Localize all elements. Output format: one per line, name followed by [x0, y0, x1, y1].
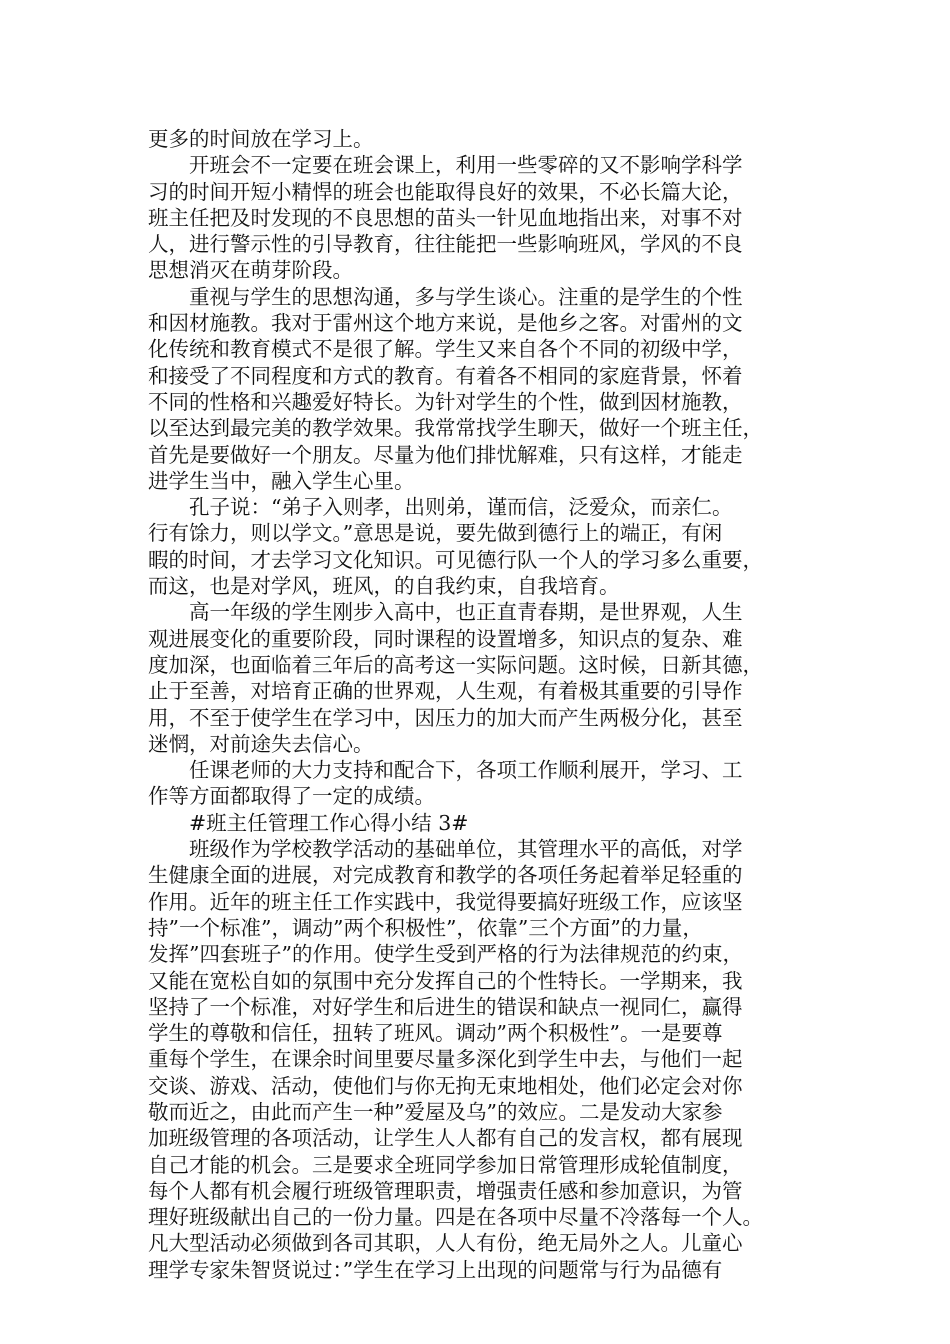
text-line: 凡大型活动必须做到各司其职，人人有份，绝无局外之人。儿童心	[148, 1231, 743, 1256]
text-line: 不同的性格和兴趣爱好特长。为针对学生的个性，做到因材施教，	[148, 389, 743, 414]
text-line: 交谈、游戏、活动，使他们与你无拘无束地相处，他们必定会对你	[148, 1073, 743, 1098]
text-line: 进学生当中，融入学生心里。	[148, 468, 415, 493]
text-line: 班主任把及时发现的不良思想的苗头一针见血地指出来，对事不对	[148, 205, 743, 230]
text-line: 作等方面都取得了一定的成绩。	[148, 784, 435, 809]
paragraph-first-line: 重视与学生的思想沟通，多与学生谈心。注重的是学生的个性	[189, 284, 743, 309]
text-line: 化传统和教育模式不是很了解。学生又来自各个不同的初级中学，	[148, 337, 743, 362]
text-line: 以至达到最完美的教学效果。我常常找学生聊天，做好一个班主任，	[148, 416, 763, 441]
text-line: 持”一个标准”，调动”两个积极性”，依靠”三个方面”的力量，	[148, 915, 703, 940]
paragraph-first-line: 任课老师的大力支持和配合下，各项工作顺利展开，学习、工	[189, 758, 743, 783]
text-line: 理好班级献出自己的一份力量。四是在各项中尽量不冷落每一个人。	[148, 1205, 763, 1230]
text-line: 习的时间开短小精悍的班会也能取得良好的效果，不必长篇大论，	[148, 179, 743, 204]
text-line: 又能在宽松自如的氛围中充分发挥自己的个性特长。一学期来，我	[148, 968, 743, 993]
paragraph-first-line: #班主任管理工作心得小结 3#	[189, 810, 469, 835]
text-line: 作用。近年的班主任工作实践中，我觉得要搞好班级工作，应该坚	[148, 889, 743, 914]
text-line: 学生的尊敬和信任，扭转了班风。调动”两个积极性”。一是要尊	[148, 1021, 723, 1046]
text-line: 迷惘，对前途失去信心。	[148, 731, 374, 756]
text-line: 暇的时间，才去学习文化知识。可见德行队一个人的学习多么重要，	[148, 547, 763, 572]
paragraph-first-line: 班级作为学校教学活动的基础单位，其管理水平的高低，对学	[189, 837, 743, 862]
paragraph-first-line: 开班会不一定要在班会课上，利用一些零碎的又不影响学科学	[189, 153, 743, 178]
text-line: 观进展变化的重要阶段，同时课程的设置增多，知识点的复杂、难	[148, 626, 743, 651]
text-line: 首先是要做好一个朋友。尽量为他们排忧解难，只有这样，才能走	[148, 442, 743, 467]
text-line: 每个人都有机会履行班级管理职责，增强责任感和参加意识，为管	[148, 1178, 743, 1203]
text-line: 加班级管理的各项活动，让学生人人都有自己的发言权，都有展现	[148, 1126, 743, 1151]
document-body	[148, 126, 804, 1283]
text-line: 和因材施教。我对于雷州这个地方来说，是他乡之客。对雷州的文	[148, 311, 743, 336]
text-line: 发挥”四套班子”的作用。使学生受到严格的行为法律规范的约束，	[148, 942, 743, 967]
text-line: 止于至善，对培育正确的世界观，人生观，有着极其重要的引导作	[148, 679, 743, 704]
text-line: 度加深，也面临着三年后的高考这一实际问题。这时候，日新其德，	[148, 652, 763, 677]
text-line: 重每个学生，在课余时间里要尽量多深化到学生中去，与他们一起	[148, 1047, 743, 1072]
text-line: 敬而近之，由此而产生一种”爱屋及乌”的效应。二是发动大家参	[148, 1099, 723, 1124]
text-line: 而这，也是对学风，班风，的自我约束，自我培育。	[148, 574, 620, 599]
text-line: 更多的时间放在学习上。	[148, 127, 374, 151]
text-line: 坚持了一个标准，对好学生和后进生的错误和缺点一视同仁，赢得	[148, 994, 743, 1019]
text-line: 理学专家朱智贤说过：”学生在学习上出现的问题常与行为品德有	[148, 1257, 723, 1282]
text-line: 生健康全面的进展，对完成教育和教学的各项任务起着举足轻重的	[148, 863, 743, 888]
text-line: 用，不至于使学生在学习中，因压力的加大而产生两极分化，甚至	[148, 705, 743, 730]
text-line: 思想消灭在萌芽阶段。	[148, 258, 353, 283]
text-line: 自己才能的机会。三是要求全班同学参加日常管理形成轮值制度，	[148, 1152, 743, 1177]
paragraph-first-line: 孔子说：“弟子入则孝，出则弟，谨而信，泛爱众，而亲仁。	[189, 495, 733, 520]
paragraph-first-line: 高一年级的学生刚步入高中，也正直青春期，是世界观，人生	[189, 600, 743, 625]
text-line: 行有馀力，则以学文。”意思是说，要先做到德行上的端正，有闲	[148, 521, 723, 546]
text-line: 人，进行警示性的引导教育，往往能把一些影响班风，学风的不良	[148, 232, 743, 257]
text-line: 和接受了不同程度和方式的教育。有着各不相同的家庭背景，怀着	[148, 363, 743, 388]
